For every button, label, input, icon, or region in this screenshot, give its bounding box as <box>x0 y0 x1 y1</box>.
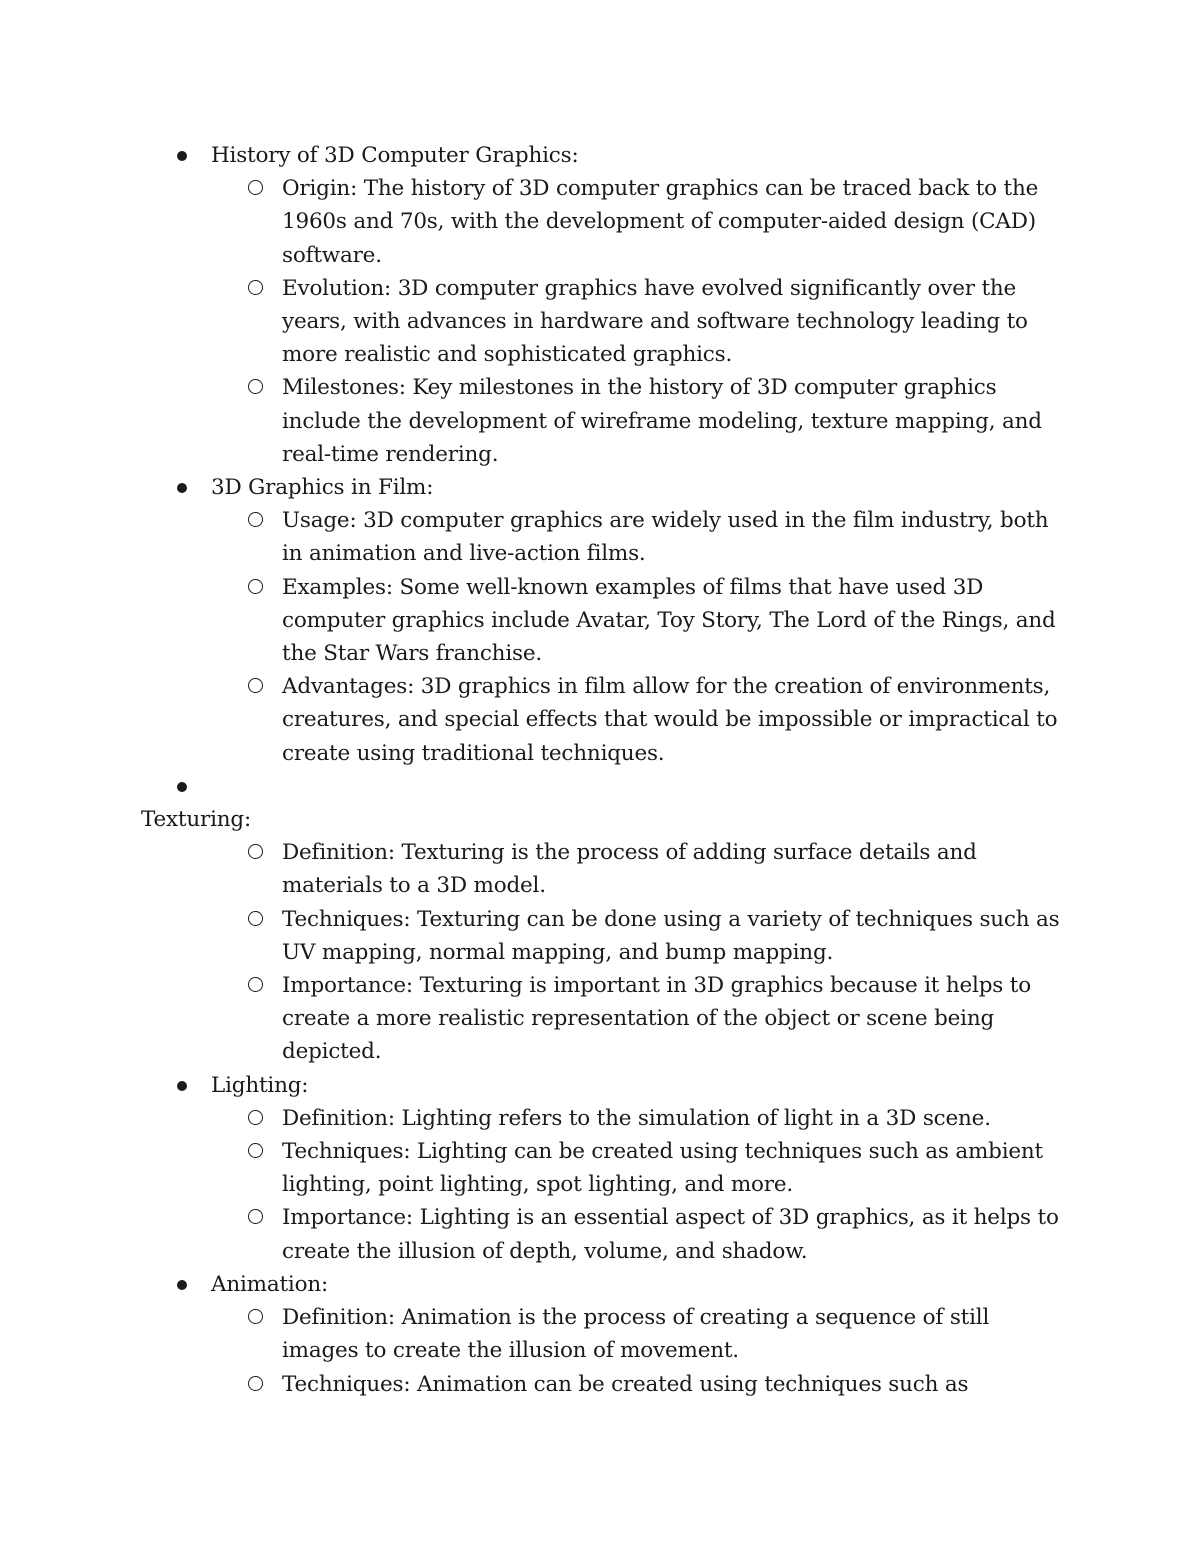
section-heading: Lighting: <box>211 1072 309 1098</box>
hollow-bullet-icon <box>248 579 263 594</box>
list-item-text: Origin: The history of 3D computer graphics can be traced back to the 1960s and 70s, with the development of computer-aided design (CAD) software. <box>282 176 1039 268</box>
hollow-bullet-icon <box>248 379 263 394</box>
list-item <box>0 1135 1072 1201</box>
filled-bullet-icon <box>177 483 187 493</box>
outline-list <box>0 139 1200 1401</box>
hollow-bullet-icon <box>248 911 263 926</box>
section-heading-row <box>0 1069 1200 1102</box>
hollow-bullet-icon <box>248 1209 263 1224</box>
hollow-bullet-icon <box>248 1143 263 1158</box>
list-item-text: Techniques: Lighting can be created using techniques such as ambient lighting, point lighting, spot lighting, and more. <box>282 1139 1043 1198</box>
list-item <box>0 272 1072 372</box>
list-item <box>0 969 1072 1069</box>
list-item <box>0 1102 1072 1135</box>
section-heading-row <box>0 471 1200 504</box>
list-item-text: Definition: Texturing is the process of adding surface details and materials to a 3D model. <box>282 840 977 899</box>
hollow-bullet-icon <box>248 977 263 992</box>
list-item-text: Examples: Some well-known examples of films that have used 3D computer graphics include Avatar, Toy Story, The Lord of the Rings, and the Star Wars franchise. <box>282 574 1056 667</box>
hollow-bullet-icon <box>248 180 263 195</box>
list-item <box>0 1301 1072 1367</box>
section-heading: 3D Graphics in Film: <box>211 475 434 501</box>
list-item-text: Techniques: Texturing can be done using a variety of techniques such as UV mapping, normal mapping, and bump mapping. <box>282 906 1060 965</box>
hollow-bullet-icon <box>248 678 263 693</box>
list-item <box>0 504 1072 570</box>
hollow-bullet-icon <box>248 844 263 859</box>
section-heading-row <box>0 139 1200 172</box>
filled-bullet-icon <box>177 782 187 792</box>
list-item <box>0 571 1072 671</box>
section-heading: Animation: <box>211 1271 329 1297</box>
list-item <box>0 670 1072 770</box>
section-bullet-row <box>0 770 1200 803</box>
list-item-text: Importance: Texturing is important in 3D graphics because it helps to create a more realistic representation of the object or scene being depicted. <box>282 973 1031 1065</box>
list-item-text: Milestones: Key milestones in the history of 3D computer graphics include the development of wireframe modeling, texture mapping, and real-time rendering. <box>282 375 1042 467</box>
list-item <box>0 371 1072 471</box>
outline-section <box>0 770 1200 1069</box>
hollow-bullet-icon <box>248 280 263 295</box>
hollow-bullet-icon <box>248 512 263 527</box>
hollow-bullet-icon <box>248 1376 263 1391</box>
list-item-text: Importance: Lighting is an essential aspect of 3D graphics, as it helps to create the illusion of depth, volume, and shadow. <box>282 1205 1059 1264</box>
list-item <box>0 172 1072 272</box>
hollow-bullet-icon <box>248 1110 263 1125</box>
list-item-text: Evolution: 3D computer graphics have evolved significantly over the years, with advances in hardware and software technology leading to more realistic and sophisticated graphics. <box>282 275 1028 368</box>
list-item-text: Advantages: 3D graphics in film allow for the creation of environments, creatures, and special effects that would be impossible or impractical to create using traditional techniques. <box>282 674 1058 766</box>
list-item-text: Definition: Animation is the process of creating a sequence of still images to create the illusion of movement. <box>282 1305 990 1364</box>
hollow-bullet-icon <box>248 1309 263 1324</box>
outline-section <box>0 471 1200 770</box>
section-heading: History of 3D Computer Graphics: <box>211 143 579 168</box>
list-item <box>0 1368 1072 1401</box>
outline-section <box>0 1268 1200 1401</box>
list-item <box>0 903 1072 969</box>
list-item <box>0 836 1072 902</box>
filled-bullet-icon <box>177 151 187 161</box>
filled-bullet-icon <box>177 1280 187 1290</box>
list-item-text: Definition: Lighting refers to the simulation of light in a 3D scene. <box>282 1105 991 1131</box>
outline-section <box>0 1069 1200 1268</box>
list-item <box>0 1201 1072 1267</box>
section-heading-row <box>0 1268 1200 1301</box>
section-heading: Texturing: <box>141 807 252 833</box>
filled-bullet-icon <box>177 1081 187 1091</box>
list-item-text: Techniques: Animation can be created using techniques such as <box>282 1371 969 1397</box>
list-item-text: Usage: 3D computer graphics are widely used in the film industry, both in animation and live-action films. <box>282 508 1049 567</box>
outline-section <box>0 139 1200 471</box>
